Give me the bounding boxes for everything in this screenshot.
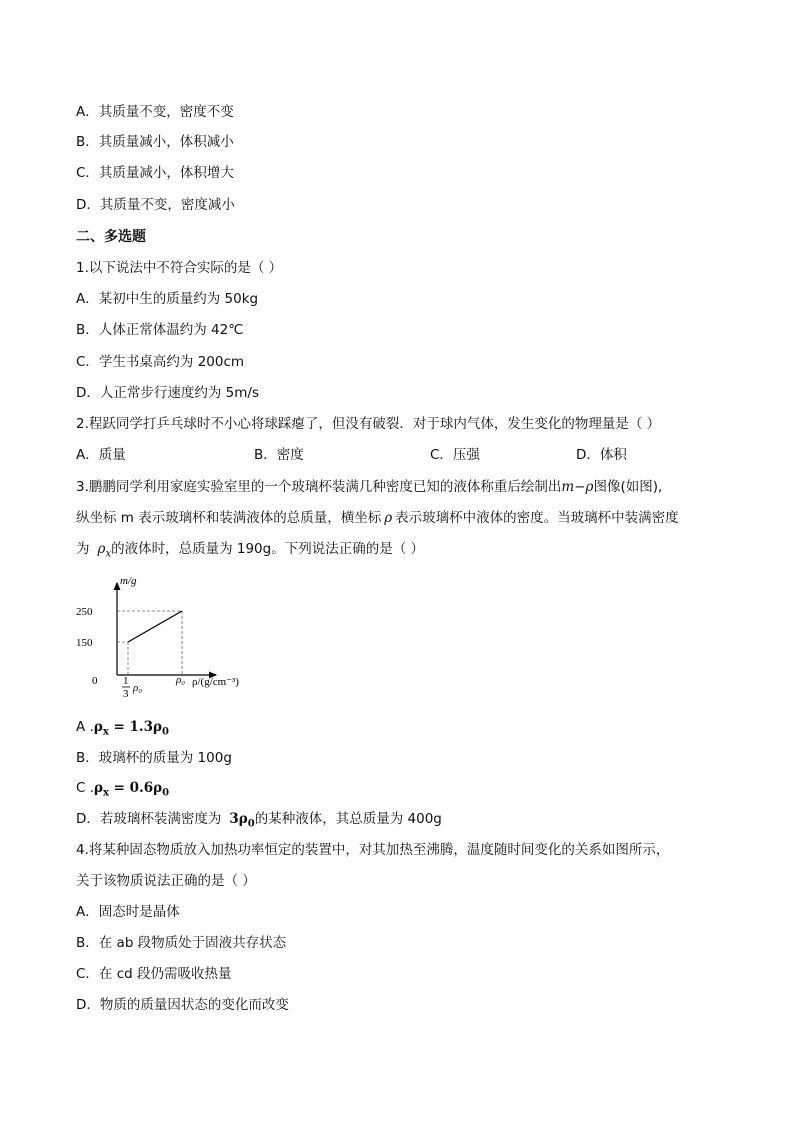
- q3-stem-text-1: 3.鹏鹏同学利用家庭实验室里的一个玻璃杯装满几种密度已知的液体称重后绘制出: [76, 479, 562, 495]
- y-tick-250: 250: [76, 606, 93, 618]
- q3-mass-density-graph: [70, 570, 270, 700]
- x-tick-1-denominator: 3: [123, 688, 129, 700]
- q3-stem-rho: ρ: [384, 510, 393, 526]
- origin-label: 0: [92, 675, 98, 687]
- q3-option-d-text-2: 的某种液体，其总质量为 400g: [254, 811, 442, 827]
- q3-stem-line-2: [76, 509, 679, 527]
- q4-option-a: A．固态时是晶体: [76, 904, 180, 920]
- q3-stem-text-3: 纵坐标 m 表示玻璃杯和装满液体的总质量，横坐标: [76, 510, 382, 526]
- q3-option-d: [76, 810, 442, 834]
- prev-option-d: D．其质量不变，密度减小: [76, 197, 235, 213]
- q1-stem: 1.以下说法中不符合实际的是（ ）: [76, 260, 283, 276]
- q3-option-a-label: A .: [76, 719, 94, 735]
- x-tick-rho0: ρ₀: [176, 674, 186, 686]
- q2-option-a: A．质量: [76, 447, 126, 463]
- q3-stem-text-5: 为: [76, 541, 90, 557]
- q3-option-c-value: = 0.6ρ: [108, 780, 163, 796]
- prev-option-b: B．其质量减小，体积减小: [76, 134, 234, 150]
- q3-option-a: [76, 718, 169, 742]
- q3-option-d-sub: 0: [247, 818, 255, 830]
- q4-stem-line-2: 关于该物质说法正确的是（ ）: [76, 873, 256, 889]
- q3-option-a-sub: x: [102, 726, 109, 738]
- x-tick-1-symbol: ρ₀: [133, 682, 143, 694]
- q3-stem-text-4: 表示玻璃杯中液体的密度。当玻璃杯中装满密度: [395, 510, 679, 526]
- y-axis-label: m/g: [120, 575, 137, 587]
- q3-stem-line-1: [76, 478, 662, 496]
- q3-stem-text-6: 的液体时，总质量为 190g。下列说法正确的是（ ）: [111, 541, 424, 557]
- q1-option-a: A．某初中生的质量约为 50kg: [76, 291, 259, 307]
- x-tick-1-numerator: 1: [123, 675, 129, 687]
- q1-option-d: D．人正常步行速度约为 5m/s: [76, 385, 260, 401]
- q2-stem: 2.程跃同学打乒乓球时不小心将球踩瘪了，但没有破裂．对于球内气体，发生变化的物理量是（ ）: [76, 416, 661, 432]
- q3-option-c-label: C .: [76, 780, 95, 796]
- q3-option-c-sub: x: [103, 787, 109, 799]
- q4-option-b: B．在 ab 段物质处于固液共存状态: [76, 935, 287, 951]
- q3-stem-math-1: m−ρ: [561, 479, 594, 495]
- prev-option-a: A．其质量不变，密度不变: [76, 104, 234, 120]
- q1-option-b: B．人体正常体温约为 42℃: [76, 322, 244, 338]
- prev-option-c: C．其质量减小，体积增大: [76, 165, 234, 181]
- q3-option-a-value: = 1.3ρ: [108, 719, 162, 735]
- q3-option-a-sub2: 0: [161, 726, 169, 738]
- q2-option-c: C．压强: [430, 447, 480, 463]
- q2-option-b: B．密度: [254, 447, 304, 463]
- q3-stem-rho-x: ρ: [97, 541, 106, 557]
- q3-stem-text-2: 图像(如图),: [593, 479, 663, 495]
- q3-option-c-sub2: 0: [162, 787, 170, 799]
- y-tick-150: 150: [76, 637, 93, 649]
- q1-option-c: C．学生书桌高约为 200cm: [76, 354, 245, 370]
- section-title: 二、多选题: [76, 229, 146, 245]
- q3-option-d-math: 3ρ: [229, 811, 248, 827]
- x-axis-label: ρ/(g/cm⁻³): [192, 676, 239, 688]
- q3-option-d-text-1: D．若玻璃杯装满密度为: [76, 811, 222, 827]
- q4-option-d: D．物质的质量因状态的变化而改变: [76, 997, 289, 1013]
- q3-option-b: B．玻璃杯的质量为 100g: [76, 750, 232, 766]
- data-line: [128, 611, 182, 642]
- q3-stem-line-3: [76, 540, 424, 564]
- q3-option-c: [76, 779, 169, 803]
- q4-option-c: C．在 cd 段仍需吸收热量: [76, 966, 232, 982]
- q3-option-a-rho: ρ: [93, 719, 103, 735]
- q3-option-c-rho: ρ: [94, 780, 103, 796]
- q3-stem-rho-x-sub: x: [105, 548, 112, 560]
- q4-stem-line-1: 4.将某种固态物质放入加热功率恒定的装置中，对其加热至沸腾，温度随时间变化的关系如图所示，: [76, 842, 670, 858]
- q2-option-d: D．体积: [576, 447, 627, 463]
